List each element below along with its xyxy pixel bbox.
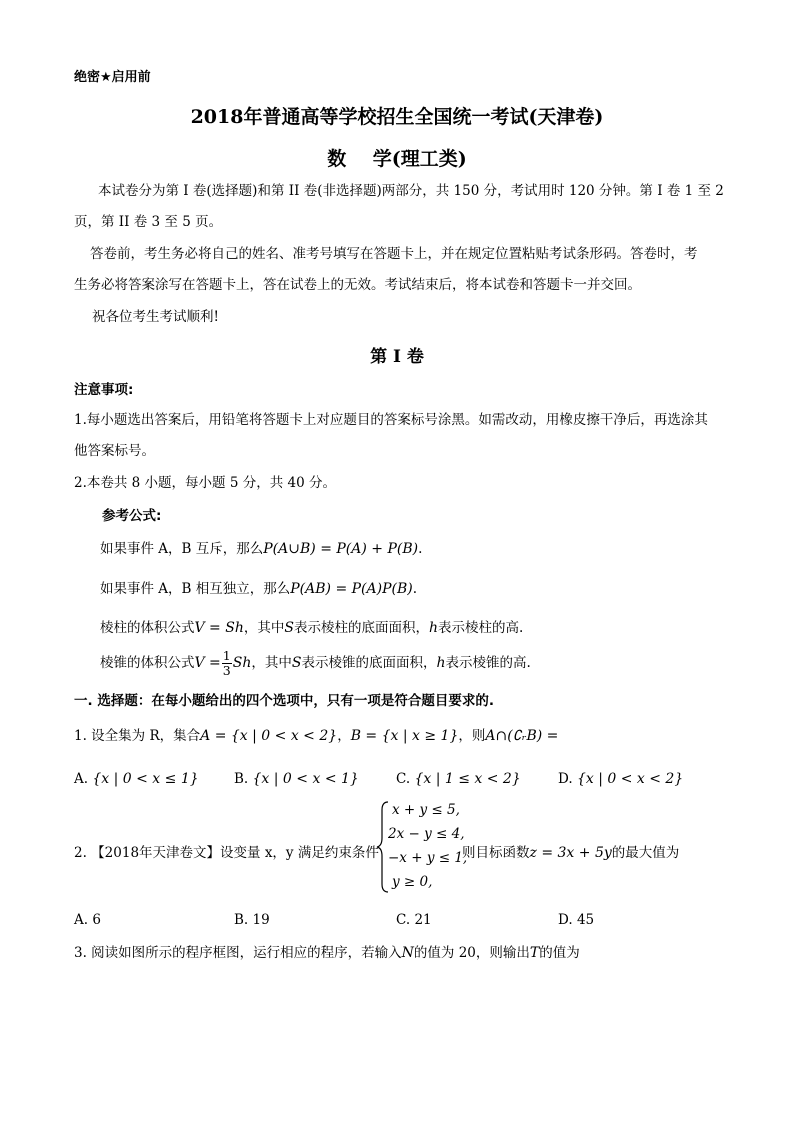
formula-3-c: 表示棱柱的底面面积， <box>293 620 429 636</box>
question-1-stem <box>74 725 558 747</box>
formula-3-a: 棱柱的体积公式 <box>100 620 195 636</box>
q2-option-d-value: 45 <box>576 912 595 928</box>
q2-stem-b <box>462 842 679 864</box>
formula-3-math: V = Sh <box>194 620 244 636</box>
q1-option-a-value: {x | 0 < x ≤ 1} <box>92 771 199 787</box>
note-1-line-2: 他答案标号。 <box>74 443 155 459</box>
q1-option-a <box>74 768 199 790</box>
q2-option-c-value: 21 <box>414 912 432 928</box>
formula-1-text: 如果事件 A，B 互斥，那么 <box>100 541 264 557</box>
q2-option-c <box>396 909 432 931</box>
q1-stem-a: 1. 设全集为 R，集合 <box>74 728 201 744</box>
q3-stem-a: 3. 阅读如图所示的程序框图，运行相应的程序，若输入 <box>74 945 402 961</box>
question-3-stem <box>74 942 580 964</box>
q2-objective: z = 3x + 5y <box>529 845 612 861</box>
formula-pyramid-volume <box>100 646 531 680</box>
formula-2-end: . <box>412 581 418 597</box>
q1-option-c-label: C. <box>396 771 411 787</box>
intro-paragraph-1-line-2: 页，第 II 卷 3 至 5 页。 <box>74 214 223 230</box>
q1-expression: A∩(∁ᵣB) = <box>485 728 559 744</box>
q2-stem-a: 2. 【2018年天津卷文】设变量 x，y 满足约束条件 <box>74 845 379 861</box>
constraint-1: x + y ≤ 5, <box>392 802 460 818</box>
secret-label: 绝密★启用前 <box>74 70 151 85</box>
formula-independent <box>100 578 417 600</box>
note-2: 2.本卷共 8 小题，每小题 5 分，共 40 分。 <box>74 475 336 491</box>
q1-option-b-label: B. <box>234 771 249 787</box>
formula-3-h: h <box>428 620 438 636</box>
q2-stem-c: 的最大值为 <box>611 845 680 861</box>
intro-paragraph-1-line-1: 本试卷分为第 I 卷(选择题)和第 II 卷(非选择题)两部分，共 150 分，考试用时 120 分钟。第 I 卷 1 至 2 <box>98 183 724 199</box>
q1-option-b-value: {x | 0 < x < 1} <box>252 771 359 787</box>
exam-title: 2018年普通高等学校招生全国统一考试(天津卷) <box>190 106 604 128</box>
q3-stem-b: 的值为 20，则输出 <box>413 945 530 961</box>
formula-3-b: ，其中 <box>243 620 285 636</box>
formula-4-math-pre: V = <box>194 655 221 671</box>
constraint-brace <box>376 800 390 894</box>
q2-option-d-label: D. <box>558 912 573 928</box>
constraint-2: 2x − y ≤ 4, <box>388 826 465 842</box>
constraint-4: y ≥ 0, <box>392 874 433 890</box>
formula-4-d: 表示棱锥的高. <box>445 655 531 671</box>
formula-4-b: ，其中 <box>251 655 292 671</box>
q1-option-d <box>558 768 683 790</box>
fraction-numerator: 1 <box>222 648 231 663</box>
q2-option-b-value: 19 <box>252 912 270 928</box>
notes-title: 注意事项: <box>74 382 134 398</box>
intro-paragraph-2-line-2: 生务必将答案涂写在答题卡上，答在试卷上的无效。考试结束后，将本试卷和答题卡一并交回。 <box>74 277 641 293</box>
q1-option-a-label: A. <box>74 771 89 787</box>
q2-option-a-value: 6 <box>92 912 101 928</box>
formula-prism-volume <box>100 617 523 639</box>
q1-option-c <box>396 768 521 790</box>
formulas-title: 参考公式: <box>102 508 162 524</box>
formula-3-s: S <box>284 620 294 636</box>
formula-4-c: 表示棱锥的底面面积， <box>301 655 437 671</box>
formula-2-math: P(AB) = P(A)P(B) <box>290 581 413 597</box>
q1-option-d-value: {x | 0 < x < 2} <box>576 771 684 787</box>
fraction-denominator: 3 <box>222 663 231 678</box>
q2-option-b-label: B. <box>234 912 249 928</box>
formula-1-math: P(A∪B) = P(A) + P(B) <box>263 541 419 557</box>
q1-stem-b: ，则 <box>458 728 486 744</box>
intro-paragraph-2-line-1: 答卷前，考生务必将自己的姓名、准考号填写在答题卡上，并在规定位置粘贴考试条形码。答卷时，考 <box>90 246 698 262</box>
formula-1-end: . <box>418 541 423 557</box>
q1-option-c-value: {x | 1 ≤ x < 2} <box>414 771 521 787</box>
intro-paragraph-3: 祝各位考生考试顺利! <box>92 309 219 325</box>
q2-stem-b-text: 则目标函数 <box>462 845 530 861</box>
formula-2-text: 如果事件 A，B 相互独立，那么 <box>100 581 291 597</box>
part-1-heading: 一. 选择题：在每小题给出的四个选项中，只有一项是符合题目要求的. <box>74 693 494 709</box>
constraint-3: −x + y ≤ 1, <box>388 850 468 866</box>
q2-option-d <box>558 909 594 931</box>
section-title: 第 I 卷 <box>370 347 424 367</box>
q3-stem-c: 的值为 <box>539 945 580 961</box>
formula-4-a: 棱锥的体积公式 <box>100 655 195 671</box>
q1-option-b <box>234 768 359 790</box>
q1-option-d-label: D. <box>558 771 573 787</box>
q3-n: N <box>401 945 414 961</box>
formula-4-h: h <box>436 655 446 671</box>
q2-option-a <box>74 909 101 931</box>
note-1-line-1: 1.每小题选出答案后，用铅笔将答题卡上对应题目的答案标号涂黑。如需改动，用橡皮擦干净后，再选涂其 <box>74 412 708 428</box>
formula-3-d: 表示棱柱的高. <box>437 620 524 636</box>
q2-option-c-label: C. <box>396 912 411 928</box>
q3-t: T <box>529 945 540 961</box>
q2-option-b <box>234 909 270 931</box>
q1-set-b: B = {x | x ≥ 1} <box>350 728 459 744</box>
q1-set-a: A = {x | 0 < x < 2} <box>200 728 338 744</box>
exam-subtitle: 数 学(理工类) <box>327 148 467 170</box>
formula-4-fraction <box>222 649 232 678</box>
formula-4-s: S <box>291 655 302 671</box>
q2-option-a-label: A. <box>74 912 89 928</box>
q1-sep: ， <box>337 728 351 744</box>
formula-4-math-post: Sh <box>232 655 252 671</box>
formula-mutually-exclusive <box>100 538 422 560</box>
